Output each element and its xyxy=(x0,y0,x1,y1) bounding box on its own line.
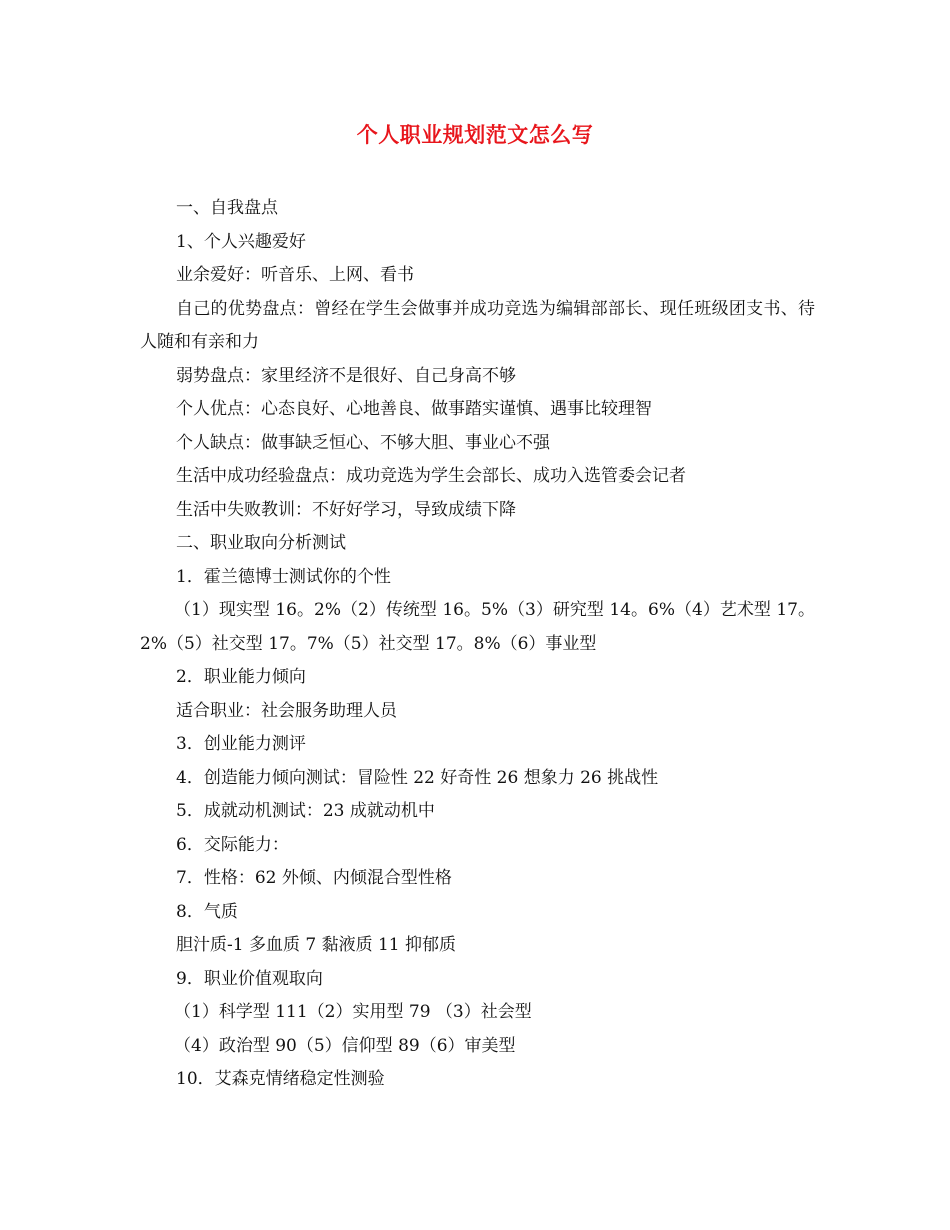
paragraph-creativity-test: 4．创造能力倾向测试：冒险性 22 好奇性 26 想象力 26 挑战性 xyxy=(176,767,659,788)
paragraph-failure-lesson: 生活中失败教训：不好好学习，导致成绩下降 xyxy=(176,499,516,520)
paragraph-temperament-results: 胆汁质-1 多血质 7 黏液质 11 抑郁质 xyxy=(176,935,457,955)
subheading-values: 9．职业价值观取向 xyxy=(176,968,323,989)
paragraph-holland-results: （1）现实型 16。2%（2）传统型 16。5%（3）研究型 14。6%（4）艺术型 17。2%（5）社交型 17。7%（5）社交型 17。8%（6）事业型 xyxy=(140,600,815,654)
subheading-eysenck-test: 10．艾森克情绪稳定性测验 xyxy=(176,1069,385,1089)
subheading-entrepreneurship: 3．创业能力测评 xyxy=(176,734,306,754)
paragraph-values-results-1: （1）科学型 111（2）实用型 79 （3）社会型 xyxy=(174,1002,532,1022)
paragraph-social-ability: 6．交际能力： xyxy=(176,834,289,855)
document-title: 个人职业规划范文怎么写 xyxy=(356,122,594,147)
subheading-holland-test: 1．霍兰德博士测试你的个性 xyxy=(176,566,391,587)
paragraph-shortcomings: 个人缺点：做事缺乏恒心、不够大胆、事业心不强 xyxy=(176,432,550,453)
section-heading-self-inventory: 一、自我盘点 xyxy=(176,198,278,218)
paragraph-success-experience: 生活中成功经验盘点：成功竞选为学生会部长、成功入选管委会记者 xyxy=(176,466,686,486)
paragraph-strengths: 自己的优势盘点：曾经在学生会做事并成功竞选为编辑部部长、现任班级团支书、待人随和有亲和力 xyxy=(140,298,815,352)
paragraph-suitable-job: 适合职业：社会服务助理人员 xyxy=(176,700,397,721)
subheading-aptitude: 2．职业能力倾向 xyxy=(176,667,306,687)
paragraph-achievement-test: 5．成就动机测试：23 成就动机中 xyxy=(176,801,435,821)
paragraph-hobbies: 业余爱好：听音乐、上网、看书 xyxy=(176,265,414,285)
paragraph-weaknesses: 弱势盘点：家里经济不是很好、自己身高不够 xyxy=(176,365,516,386)
paragraph-values-results-2: （4）政治型 90（5）信仰型 89（6）审美型 xyxy=(174,1035,516,1056)
document-body xyxy=(140,192,815,1097)
section-heading-career-test: 二、职业取向分析测试 xyxy=(176,533,346,553)
paragraph-merits: 个人优点：心态良好、心地善良、做事踏实谨慎、遇事比较理智 xyxy=(176,399,652,419)
subheading-interests: 1、个人兴趣爱好 xyxy=(176,231,306,252)
paragraph-personality: 7．性格：62 外倾、内倾混合型性格 xyxy=(176,868,452,888)
subheading-temperament: 8．气质 xyxy=(176,901,238,922)
